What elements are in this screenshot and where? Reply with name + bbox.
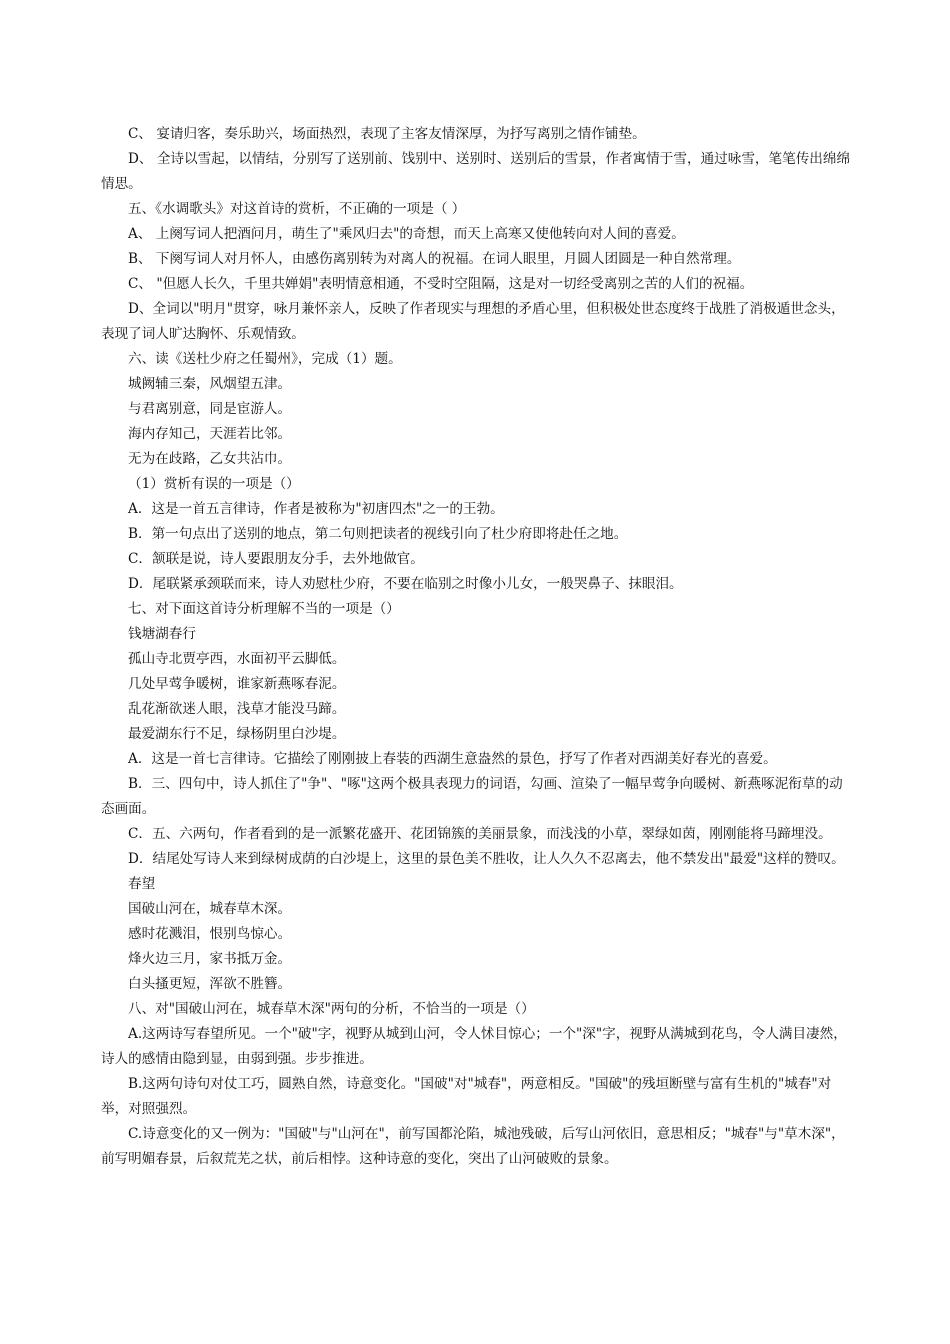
question-6-heading: 六、读《送杜少府之任蜀州》，完成（1）题。 <box>128 351 402 367</box>
question-5-heading: 五、《水调歌头》对这首诗的赏析，不正确的一项是（ ） <box>128 201 466 217</box>
q5-option-a: A、 上阕写词人把酒问月，萌生了"乘风归去"的奇想，而天上高寒又使他转向对人间的喜爱。 <box>128 226 685 242</box>
q7-option-b: B．三、四句中，诗人抓住了"争"、"啄"这两个极具表现力的词语，勾画、渲染了一幅早莺争向暖树、新燕啄泥衔草的动态画面。 <box>101 776 843 817</box>
q6-option-b: B．第一句点出了送别的地点，第二句则把读者的视线引向了杜少府即将赴任之地。 <box>128 526 628 542</box>
document-page <box>101 122 853 1172</box>
q5-option-c: C、 "但愿人长久，千里共婵娟"表明情意相通，不受时空阻隔，这是对一切经受离别之苦的人们的祝福。 <box>128 276 754 292</box>
q8-option-b: B.这两句诗句对仗工巧，圆熟自然，诗意变化。"国破"对"城春"，两意相反。"国破"的残垣断壁与富有生机的"城春"对举，对照强烈。 <box>101 1076 832 1117</box>
option-d-snow: D、 全诗以雪起，以情结，分别写了送别前、饯别中、送别时、送别后的雪景，作者寓情于雪，通过咏雪，笔笔传出绵绵情思。 <box>101 151 851 192</box>
poem-2-line-3: 乱花渐欲迷人眼，浅草才能没马蹄。 <box>128 701 346 717</box>
poem-2-line-4: 最爱湖东行不足，绿杨阴里白沙堤。 <box>128 726 346 742</box>
poem-3-line-1: 国破山河在，城春草木深。 <box>128 901 292 917</box>
poem-3-line-3: 烽火边三月，家书抵万金。 <box>128 951 292 967</box>
q5-option-d: D、全词以"明月"贯穿，咏月兼怀亲人，反映了作者现实与理想的矛盾心里，但积极处世态度终于战胜了消极遁世念头，表现了词人旷达胸怀、乐观情致。 <box>101 301 845 342</box>
poem-2-line-2: 几处早莺争暖树，谁家新燕啄春泥。 <box>128 676 346 692</box>
q6-option-a: A．这是一首五言律诗，作者是被称为"初唐四杰"之一的王勃。 <box>128 501 504 517</box>
q7-option-a: A．这是一首七言律诗。它描绘了刚刚披上春装的西湖生意盎然的景色，抒写了作者对西湖美好春光的喜爱。 <box>128 751 777 767</box>
poem-3-line-4: 白头搔更短，浑欲不胜簪。 <box>128 976 292 992</box>
poem-1-line-1: 城阙辅三秦，风烟望五津。 <box>128 376 292 392</box>
q8-option-c: C.诗意变化的又一例为："国破"与"山河在"，前写国都沦陷，城池残破，后写山河依旧，意思相反；"城春"与"草木深"，前写明媚春景，后叙荒芜之状，前后相悖。这种诗意的变化，突出了山河破败的景象。 <box>101 1126 845 1167</box>
question-7-heading: 七、对下面这首诗分析理解不当的一项是（） <box>128 601 400 617</box>
option-c-banquet: C、 宴请归客，奏乐助兴，场面热烈，表现了主客友情深厚，为抒写离别之情作铺垫。 <box>128 126 646 142</box>
q5-option-b: B、 下阕写词人对月怀人，由感伤离别转为对离人的祝福。在词人眼里，月圆人团圆是一种自然常理。 <box>128 251 741 267</box>
poem-3-title: 春望 <box>128 876 156 892</box>
poem-1-line-2: 与君离别意，同是宦游人。 <box>128 401 292 417</box>
poem-2-line-1: 孤山寺北贾亭西，水面初平云脚低。 <box>128 651 346 667</box>
q8-option-a: A.这两诗写春望所见。一个"破"字，视野从城到山河，令人怵目惊心；一个"深"字，视野从满城到花鸟，令人满目凄然，诗人的感情由隐到显，由弱到强。步步推进。 <box>101 1026 847 1067</box>
poem-2-title: 钱塘湖春行 <box>128 626 196 642</box>
q6-option-c: C．颔联是说，诗人要跟朋友分手，去外地做官。 <box>128 551 424 567</box>
q6-option-d: D．尾联紧承颈联而来，诗人劝慰杜少府，不要在临别之时像小儿女，一般哭鼻子、抹眼泪。 <box>128 576 683 592</box>
q7-option-c: C．五、六两句，作者看到的是一派繁花盛开、花团锦簇的美丽景象，而浅浅的小草，翠绿如茵，刚刚能将马蹄埋没。 <box>128 826 832 842</box>
question-8-heading: 八、对"国破山河在，城春草木深"两句的分析，不恰当的一项是（） <box>128 1001 535 1017</box>
q7-option-d: D．结尾处写诗人来到绿树成荫的白沙堤上，这里的景色美不胜收，让人久久不忍离去，他不禁发出"最爱"这样的赞叹。 <box>128 851 845 867</box>
poem-1-line-4: 无为在歧路，乙女共沾巾。 <box>128 451 292 467</box>
poem-1-line-3: 海内存知己，天涯若比邻。 <box>128 426 292 442</box>
poem-3-line-2: 感时花溅泪，恨别鸟惊心。 <box>128 926 292 942</box>
q6-sub-question: （1）赏析有误的一项是（） <box>128 476 300 492</box>
